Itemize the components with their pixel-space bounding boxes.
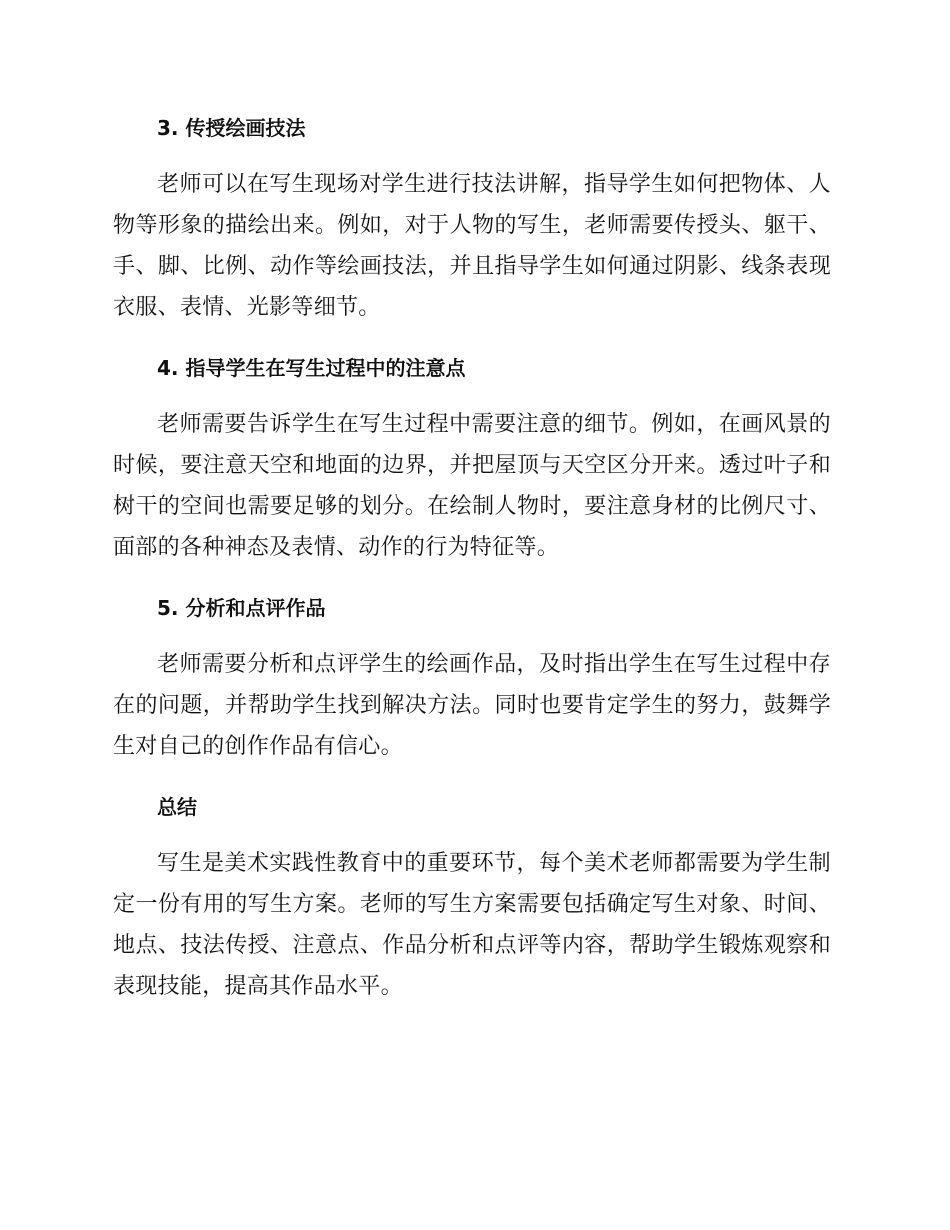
section-body-5: 老师需要分析和点评学生的绘画作品，及时指出学生在写生过程中存在的问题，并帮助学生找到解决方法。同时也要肯定学生的努力，鼓舞学生对自己的创作作品有信心。 <box>113 652 831 759</box>
section-heading-4: 4. 指导学生在写生过程中的注意点 <box>157 356 466 380</box>
summary-heading: 总结 <box>157 795 197 819</box>
section-heading-5: 5. 分析和点评作品 <box>157 596 326 620</box>
document-page <box>113 108 831 1027</box>
section-body-4: 老师需要告诉学生在写生过程中需要注意的细节。例如，在画风景的时候，要注意天空和地面的边界，并把屋顶与天空区分开来。透过叶子和树干的空间也需要足够的划分。在绘制人物时，要注意身材的比例尺寸、面部的各种神态及表情、动作的行为特征等。 <box>113 412 831 560</box>
section-body-3: 老师可以在写生现场对学生进行技法讲解，指导学生如何把物体、人物等形象的描绘出来。例如，对于人物的写生，老师需要传授头、躯干、手、脚、比例、动作等绘画技法，并且指导学生如何通过阴影、线条表现衣服、表情、光影等细节。 <box>113 172 831 320</box>
summary-body: 写生是美术实践性教育中的重要环节，每个美术老师都需要为学生制定一份有用的写生方案。老师的写生方案需要包括确定写生对象、时间、地点、技法传授、注意点、作品分析和点评等内容，帮助学生锻炼观察和表现技能，提高其作品水平。 <box>113 851 831 999</box>
section-heading-3: 3. 传授绘画技法 <box>157 116 306 140</box>
